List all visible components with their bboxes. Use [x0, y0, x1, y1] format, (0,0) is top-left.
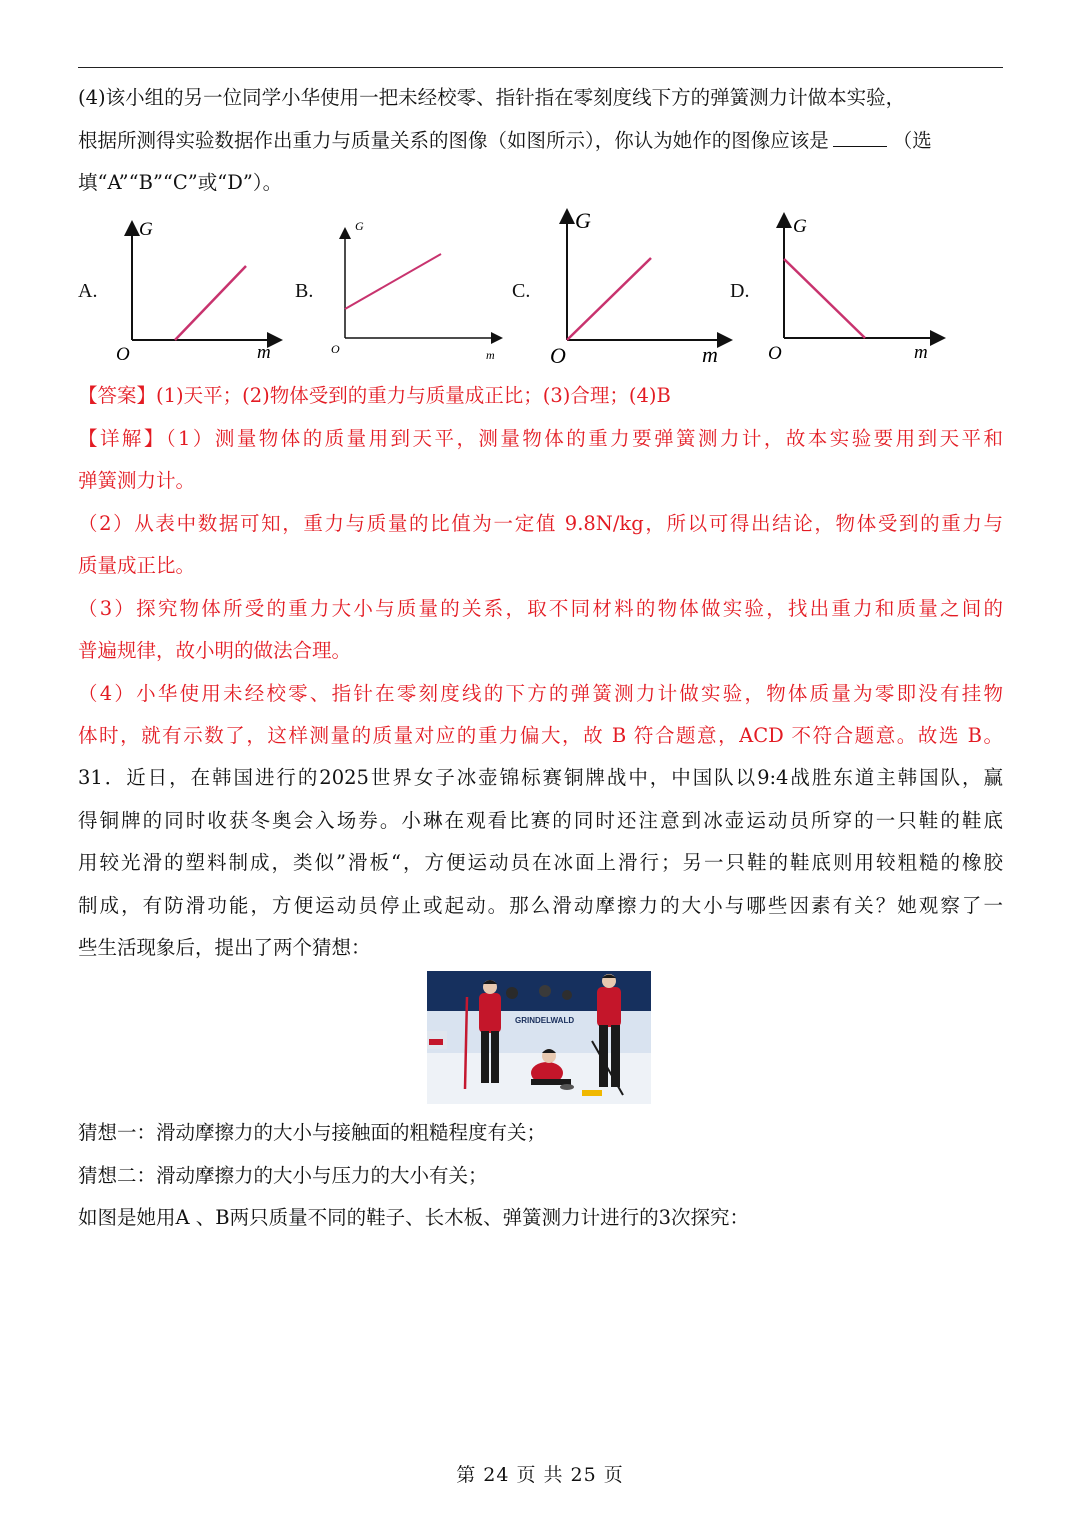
graph-b-line [345, 254, 441, 309]
graph-a [110, 208, 290, 368]
graph-a-o: O [116, 344, 130, 365]
q31-line2: 得铜牌的同时收获冬奥会入场券。小琳在观看比赛的同时还注意到冰壶运动员所穿的一只鞋的鞋底 [78, 808, 1003, 832]
graph-a-label: A. [78, 280, 98, 302]
explanation-p3-l2: 普遍规律，故小明的做法合理。 [78, 639, 352, 662]
q31-line3: 用较光滑的塑料制成，类似”滑板“，方便运动员在冰面上滑行；另一只鞋的鞋底则用较粗糙的橡胶 [78, 851, 1003, 874]
graph-d-label: D. [730, 280, 750, 302]
graph-a-g: G [139, 219, 153, 240]
q4-line3: 填“A”“B”“C”或“D”）。 [78, 171, 283, 194]
guesses [78, 1112, 1003, 1240]
explanation-p4-l2: 体时，就有示数了，这样测量的质量对应的重力偏大，故 B 符合题意，ACD 不符合题意。故选 B。 [78, 724, 1003, 747]
q31-line5: 些生活现象后，提出了两个猜想： [78, 936, 371, 959]
q31-line4: 制成，有防滑功能，方便运动员停止或起动。那么滑动摩擦力的大小与哪些因素有关？她观察了一 [78, 893, 1003, 917]
graph-a-m: m [257, 342, 271, 363]
question-4 [78, 77, 1003, 205]
graph-d-line [784, 259, 865, 338]
setup-text: 如图是她用A 、B两只质量不同的鞋子、长木板、弹簧测力计进行的3次探究： [78, 1206, 750, 1229]
page-footer: 第 24 页 共 25 页 [456, 1464, 624, 1486]
graph-c [545, 208, 735, 373]
explanation-p4-l1: （4）小华使用未经校零、指针在零刻度线的下方的弹簧测力计做实验，物体质量为零即没有挂物 [78, 681, 1003, 705]
header-rule [78, 67, 1003, 68]
graph-c-g: G [575, 208, 591, 233]
q4-line2: 根据所测得实验数据作出重力与质量关系的图像（如图所示），你认为她作的图像应该是 （选 [78, 120, 1003, 163]
graph-c-o: O [550, 343, 566, 368]
graph-b-g: G [355, 219, 364, 233]
q4-line1: (4)该小组的另一位同学小华使用一把未经校零、指针指在零刻度线下方的弹簧测力计做本实验， [78, 86, 906, 109]
photo-banner: GRINDELWALD [515, 1016, 575, 1025]
graph-d-o: O [768, 343, 782, 364]
graph-d [762, 208, 947, 368]
graph-b-m: m [486, 348, 495, 362]
answer-blank [833, 126, 887, 147]
explanation-p2-l1: （2）从表中数据可知，重力与质量的比值为一定值 9.8N/kg，所以可得出结论，物体受到的重力与 [78, 511, 1003, 535]
graph-c-line [567, 258, 651, 340]
graph-b-label: B. [295, 280, 314, 302]
graph-b [325, 208, 505, 368]
explanation-p2-l2: 质量成正比。 [78, 554, 196, 577]
guess-1: 猜想一：滑动摩擦力的大小与接触面的粗糙程度有关； [78, 1121, 547, 1144]
guess-2: 猜想二：滑动摩擦力的大小与压力的大小有关； [78, 1163, 488, 1187]
graph-c-m: m [702, 342, 718, 367]
explanation-p1-l2: 弹簧测力计。 [78, 469, 196, 492]
explanation-p3-l1: （3）探究物体所受的重力大小与质量的关系，取不同材料的物体做实验，找出重力和质量之间的 [78, 596, 1003, 620]
graph-d-g: G [793, 216, 807, 237]
answer-text: 【答案】(1)天平；(2)物体受到的重力与质量成正比；(3)合理；(4)B [78, 384, 671, 407]
answer-explanation [78, 375, 1003, 758]
graph-options [0, 208, 1080, 373]
graph-c-label: C. [512, 280, 531, 302]
graph-a-line [175, 266, 246, 340]
graph-d-m: m [914, 342, 928, 363]
graph-b-o: O [331, 342, 340, 356]
q31-line1: 31．近日，在韩国进行的2025世界女子冰壶锦标赛铜牌战中，中国队以9:4战胜东道主韩国队，赢 [78, 766, 1003, 789]
explanation-p1-l1: 【详解】（1）测量物体的质量用到天平，测量物体的重力要弹簧测力计，故本实验要用到天平和 [78, 426, 1003, 450]
question-31 [78, 757, 1003, 970]
curling-photo [427, 971, 651, 1104]
